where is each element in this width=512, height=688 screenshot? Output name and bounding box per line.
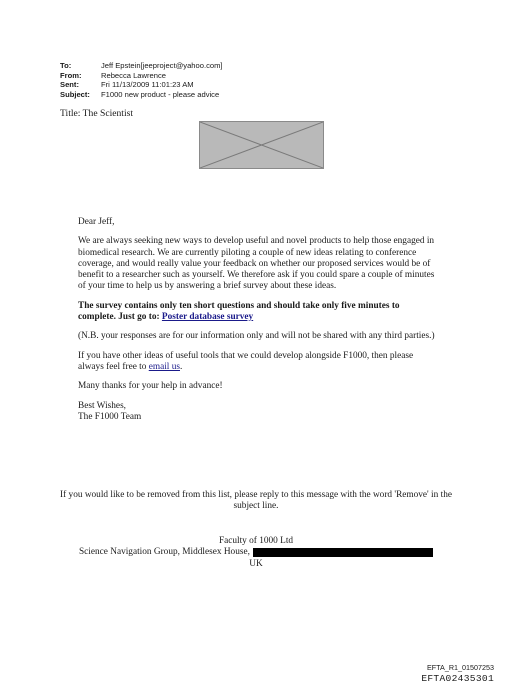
other-ideas-paragraph <box>78 351 438 374</box>
bates-number-1: EFTA_R1_01507253 <box>427 663 494 672</box>
company-address <box>60 536 452 570</box>
subject-label: Subject: <box>60 89 90 99</box>
survey-paragraph <box>78 301 438 324</box>
other-ideas-text: If you have other ideas of useful tools that we could develop alongside F1000, then please always feel free to <box>78 350 414 372</box>
country: UK <box>249 558 263 569</box>
email-body <box>78 217 438 423</box>
from-row <box>60 71 223 81</box>
unsubscribe-notice: If you would like to be removed from this list, please reply to this message with the word 'Remove' in the subject line. <box>60 490 452 512</box>
subject-row <box>60 90 223 100</box>
redaction-bar <box>253 548 433 557</box>
signature: The F1000 Team <box>78 411 142 422</box>
from-label: From: <box>60 70 82 80</box>
survey-text: The survey contains only ten short questions and should take only five minutes to complete. Just go to: <box>78 300 400 323</box>
image-placeholder <box>199 121 324 169</box>
sent-label: Sent: <box>60 80 79 90</box>
document-title: Title: The Scientist <box>60 108 134 119</box>
from-value: Rebecca Lawrence <box>101 70 167 80</box>
survey-link[interactable]: Poster database survey <box>161 312 254 323</box>
to-label: To: <box>60 61 72 70</box>
nb-paragraph: (N.B. your responses are for our information only and will not be shared with any third parties.) <box>78 331 435 342</box>
other-ideas-end: . <box>179 361 183 372</box>
thanks-line: Many thanks for your help in advance! <box>78 381 223 392</box>
broken-image-icon <box>200 122 323 168</box>
to-value: Jeff Epstein[jeeproject@yahoo.com] <box>101 61 223 70</box>
email-us-link[interactable]: email us <box>148 361 180 372</box>
email-header <box>60 61 223 99</box>
address-line <box>60 547 452 558</box>
company-name: Faculty of 1000 Ltd <box>218 536 294 546</box>
subject-value: F1000 new product - please advice <box>101 89 220 99</box>
sent-value: Fri 11/13/2009 11:01:23 AM <box>101 80 194 90</box>
bates-number-2: EFTA02435301 <box>421 673 494 684</box>
sent-row <box>60 80 223 90</box>
address-text: Science Navigation Group, Middlesex House, <box>79 547 250 558</box>
to-row <box>60 61 223 71</box>
signoff: Best Wishes, <box>78 400 127 411</box>
intro-paragraph: We are always seeking new ways to develop useful and novel products to help those engaged in biomedical research. We are currently piloting a couple of new ideas relating to conference coverage, and would really value your feedback on whether our proposed services would be of benefit to a researcher such as yourself. We therefore ask if you could spare a couple of minutes of your time to help us by answering a brief survey about these ideas. <box>78 236 435 292</box>
greeting: Dear Jeff, <box>78 217 115 227</box>
